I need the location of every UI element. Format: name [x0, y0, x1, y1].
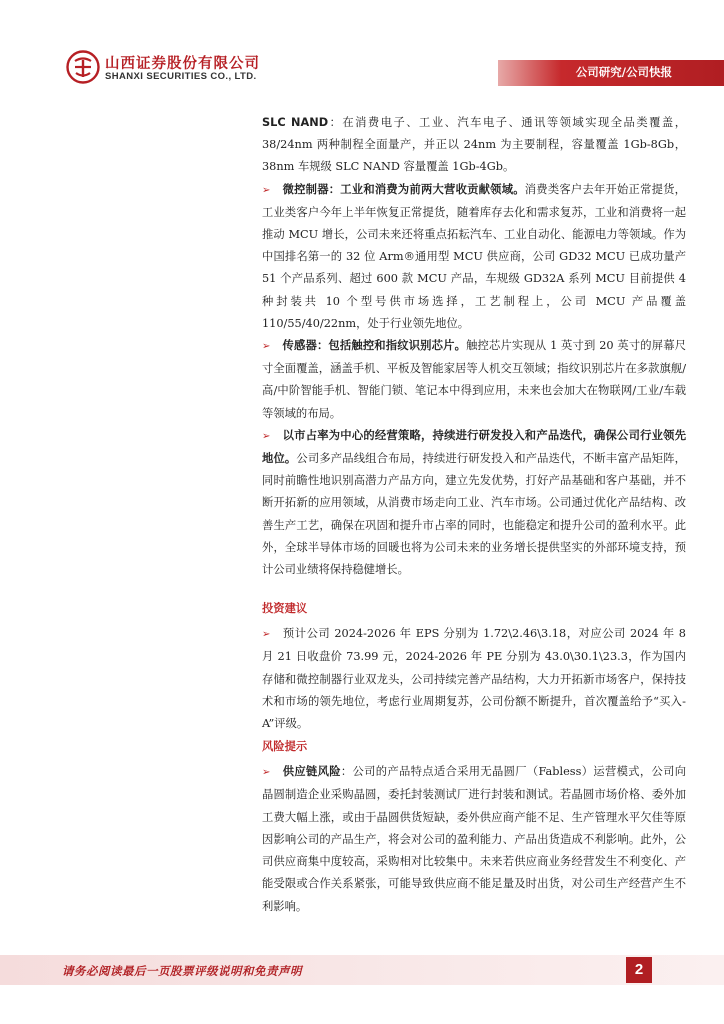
mcu-lead: 微控制器：工业和消费为前两大营收贡献领域。 — [282, 182, 525, 196]
arrow-bullet-icon: ➢ — [262, 341, 271, 353]
slc-nand-text: ：在消费电子、工业、汽车电子、通讯等领域实现全品类覆盖，38/24nm 两种制程全面量产，并正以 24nm 为主要制程，容量覆盖 1Gb-8Gb，38nm 车规级 SLC NAND 容量覆盖 1Gb-4Gb。 — [262, 116, 686, 174]
arrow-bullet-icon: ➢ — [262, 767, 271, 779]
sensor-bullet — [262, 335, 686, 425]
slc-nand-lead: SLC NAND — [262, 116, 329, 129]
investment-bullet — [262, 623, 686, 735]
arrow-bullet-icon: ➢ — [262, 184, 271, 196]
investment-advice-title: 投资建议 — [262, 602, 308, 616]
sensor-text: 触控芯片实现从 1 英寸到 20 英寸的屏幕尺寸全面覆盖，涵盖手机、平板及智能家居等人机交互领域；指纹识别芯片在多款旗舰/高/中阶智能手机、智能门锁、笔记本中得到应用，未来也会加大在物联网/工业/车载等领域的布局。 — [262, 339, 686, 420]
sensor-lead: 传感器：包括触控和指纹识别芯片。 — [282, 339, 467, 353]
risk-warning-title: 风险提示 — [262, 740, 308, 754]
company-name-en: SHANXI SECURITIES CO., LTD. — [105, 71, 257, 82]
risk-lead: 供应链风险 — [282, 765, 341, 779]
strategy-text: 公司多产品线组合布局，持续进行研发投入和产品迭代，不断丰富产品矩阵，同时前瞻性地识别高潜力产品方向，建立先发优势，打好产品基础和客户基础，并不断开拓新的应用领域，从消费市场走向工业、汽车市场。公司通过优化产品结构、改善生产工艺，确保在巩固和提升市占率的同时，也能稳定和提升公司的盈利水平。此外，全球半导体市场的回暖也将为公司未来的业务增长提供坚实的外部环境支持，预计公司业绩将保持稳健增长。 — [262, 452, 686, 577]
strategy-lead: 以市占率为中心的经营策略，持续进行研发投入和产品迭代，确保公司行业领先地位。 — [262, 428, 686, 466]
mcu-text: 消费类客户去年开始正常提货，工业类客户今年上半年恢复正常提货，随着库存去化和需求复苏，工业和消费将一起推动 MCU 增长，公司未来还将重点拓耘汽车、工业自动化、能源电力等领域。作为中国排名第一的 32 位 Arm®通用型 MCU 供应商，公司 GD32 MCU 已成功量产 51 个产品系列、超过 600 款 MCU 产品，车规级 GD32A 系列 MCU 目前提供 4 种封装共 10 个型号供市场选择，工艺制程上，公司 MCU 产品覆盖 110/55/40/22nm，处于行业领先地位。 — [262, 182, 686, 330]
page-number: 2 — [626, 957, 652, 983]
page-header — [0, 0, 724, 96]
report-category: 公司研究/公司快报 — [575, 65, 672, 79]
risk-text: ：公司的产品特点适合采用无晶圆厂（Fabless）运营模式，公司向晶圆制造企业采购晶圆，委托封装测试厂进行封装和测试。若晶圆市场价格、委外加工费大幅上涨，或由于晶圆供货短缺，委外供应商产能不足、生产管理水平欠佳等原因影响公司的产品生产，将会对公司的盈利能力、产品出货造成不利影响。此外，公司供应商集中度较高，采购相对比较集中。未来若供应商业务经营发生不利变化、产能受限或合作关系紧张，可能导致供应商不能足量及时出货，对公司生产经营产生不利影响。 — [262, 765, 686, 913]
mcu-bullet — [262, 179, 686, 335]
arrow-bullet-icon: ➢ — [262, 629, 271, 641]
company-logo-icon — [66, 50, 100, 84]
footer-disclaimer: 请务必阅读最后一页股票评级说明和免责声明 — [62, 964, 302, 978]
risk-bullet — [262, 761, 686, 917]
report-body — [262, 112, 686, 918]
slc-nand-paragraph — [262, 112, 686, 179]
investment-text: 预计公司 2024-2026 年 EPS 分别为 1.72\2.46\3.18，对应公司 2024 年 8 月 21 日收盘价 73.99 元，2024-2026 年 PE 分别为 43.0\30.1\23.3，作为国内存储和微控制器行业双龙头，公司持续完善产品结构，大力开拓新市场客户，保持技术和市场的领先地位，考虑行业周期复苏，公司份额不断提升，首次覆盖给予“买入-A”评级。 — [262, 627, 686, 731]
strategy-bullet — [262, 425, 686, 581]
arrow-bullet-icon: ➢ — [262, 430, 271, 442]
company-name-cn: 山西证券股份有限公司 — [105, 56, 260, 72]
